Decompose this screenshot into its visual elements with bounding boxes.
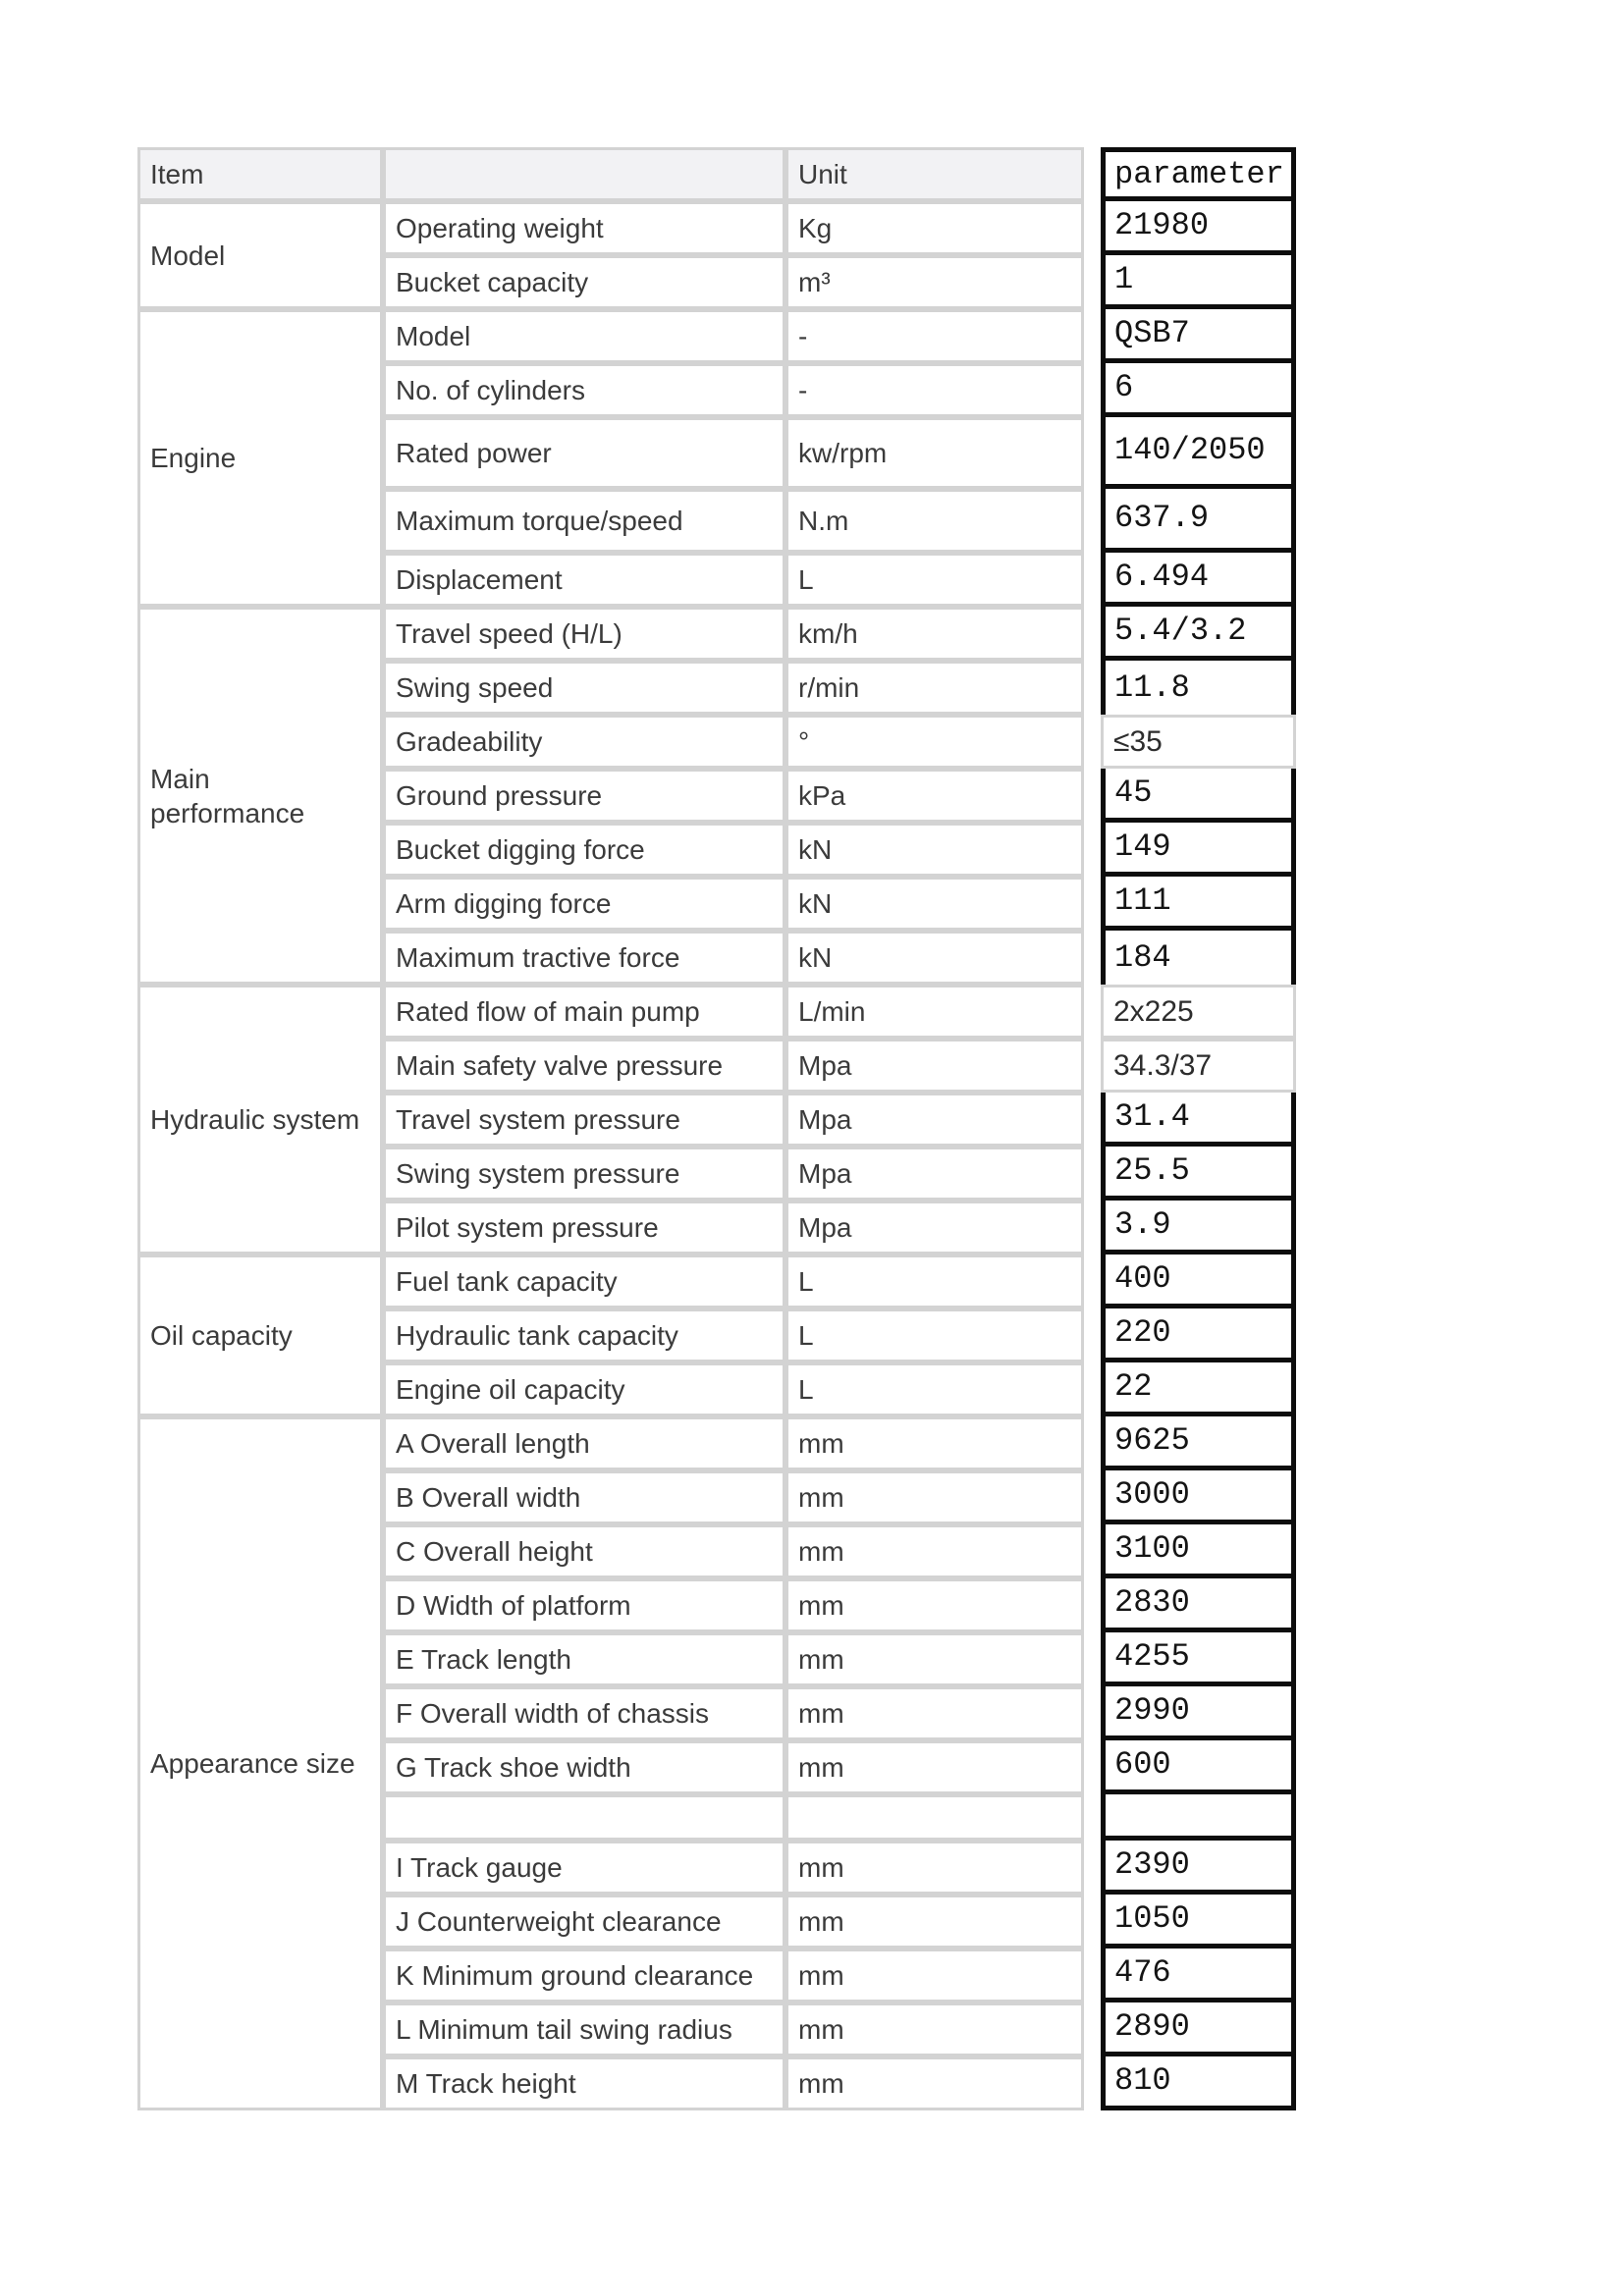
item-label-cell: Rated power — [383, 417, 785, 489]
column-gap — [1084, 715, 1101, 769]
table-row — [137, 607, 1296, 661]
column-gap — [1084, 769, 1101, 823]
unit-cell — [785, 1794, 1084, 1841]
column-gap — [1084, 553, 1101, 607]
column-gap — [1084, 1949, 1101, 2002]
param-value-cell — [1101, 1794, 1296, 1841]
column-gap — [1084, 1039, 1101, 1093]
item-label-cell — [383, 1794, 785, 1841]
column-gap — [1084, 1524, 1101, 1578]
param-value-cell: 2x225 — [1101, 985, 1296, 1039]
column-gap — [1084, 489, 1101, 553]
column-gap — [1084, 1201, 1101, 1255]
param-value-cell: 2890 — [1101, 2002, 1296, 2056]
unit-cell: Mpa — [785, 1039, 1084, 1093]
param-value-cell: 476 — [1101, 1949, 1296, 2002]
unit-cell: mm — [785, 1740, 1084, 1794]
param-value-cell: 31.4 — [1101, 1093, 1296, 1147]
param-value-cell: 5.4/3.2 — [1101, 607, 1296, 661]
unit-cell: mm — [785, 2056, 1084, 2110]
unit-cell: mm — [785, 1632, 1084, 1686]
unit-cell: Mpa — [785, 1093, 1084, 1147]
param-value-cell: 11.8 — [1101, 661, 1296, 715]
param-value-cell: 149 — [1101, 823, 1296, 877]
unit-cell: kN — [785, 823, 1084, 877]
unit-cell: L — [785, 1308, 1084, 1362]
item-label-cell: Swing system pressure — [383, 1147, 785, 1201]
param-value-cell: 2830 — [1101, 1578, 1296, 1632]
header-parameter: parameter — [1101, 147, 1296, 201]
unit-cell: mm — [785, 1470, 1084, 1524]
group-cell: Engine — [137, 309, 383, 607]
item-label-cell: Gradeability — [383, 715, 785, 769]
column-gap — [1084, 255, 1101, 309]
unit-cell: r/min — [785, 661, 1084, 715]
column-gap — [1084, 985, 1101, 1039]
param-value-cell: 184 — [1101, 931, 1296, 985]
column-gap — [1084, 823, 1101, 877]
group-cell: Hydraulic system — [137, 985, 383, 1255]
param-value-cell: 3000 — [1101, 1470, 1296, 1524]
item-label-cell: Main safety valve pressure — [383, 1039, 785, 1093]
unit-cell: mm — [785, 1524, 1084, 1578]
item-label-cell: Travel system pressure — [383, 1093, 785, 1147]
item-label-cell: B Overall width — [383, 1470, 785, 1524]
unit-cell: kN — [785, 931, 1084, 985]
item-label-cell: Bucket capacity — [383, 255, 785, 309]
unit-cell: kN — [785, 877, 1084, 931]
param-value-cell: 9625 — [1101, 1416, 1296, 1470]
unit-cell: mm — [785, 1949, 1084, 2002]
header-gap — [1084, 147, 1101, 201]
table-row — [137, 1416, 1296, 1470]
column-gap — [1084, 1416, 1101, 1470]
item-label-cell: Engine oil capacity — [383, 1362, 785, 1416]
param-value-cell: 2990 — [1101, 1686, 1296, 1740]
item-label-cell: Pilot system pressure — [383, 1201, 785, 1255]
unit-cell: mm — [785, 1686, 1084, 1740]
column-gap — [1084, 309, 1101, 363]
column-gap — [1084, 363, 1101, 417]
column-gap — [1084, 2056, 1101, 2110]
column-gap — [1084, 1841, 1101, 1895]
item-label-cell: A Overall length — [383, 1416, 785, 1470]
unit-cell: L — [785, 1255, 1084, 1308]
column-gap — [1084, 2002, 1101, 2056]
column-gap — [1084, 1362, 1101, 1416]
item-label-cell: J Counterweight clearance — [383, 1895, 785, 1949]
item-label-cell: Maximum tractive force — [383, 931, 785, 985]
param-value-cell: 1 — [1101, 255, 1296, 309]
group-cell: Oil capacity — [137, 1255, 383, 1416]
unit-cell: L/min — [785, 985, 1084, 1039]
param-value-cell: 220 — [1101, 1308, 1296, 1362]
column-gap — [1084, 417, 1101, 489]
param-value-cell: 3.9 — [1101, 1201, 1296, 1255]
table-row — [137, 201, 1296, 255]
param-value-cell: QSB7 — [1101, 309, 1296, 363]
unit-cell: mm — [785, 1841, 1084, 1895]
param-value-cell: 6 — [1101, 363, 1296, 417]
item-label-cell: Hydraulic tank capacity — [383, 1308, 785, 1362]
item-label-cell: Ground pressure — [383, 769, 785, 823]
unit-cell: L — [785, 1362, 1084, 1416]
param-value-cell: ≤35 — [1101, 715, 1296, 769]
column-gap — [1084, 1740, 1101, 1794]
param-value-cell: 600 — [1101, 1740, 1296, 1794]
header-item: Item — [137, 147, 383, 201]
unit-cell: Mpa — [785, 1147, 1084, 1201]
item-label-cell: Maximum torque/speed — [383, 489, 785, 553]
column-gap — [1084, 1093, 1101, 1147]
item-label-cell: F Overall width of chassis — [383, 1686, 785, 1740]
unit-cell: kPa — [785, 769, 1084, 823]
column-gap — [1084, 1470, 1101, 1524]
item-label-cell: Fuel tank capacity — [383, 1255, 785, 1308]
column-gap — [1084, 1686, 1101, 1740]
item-label-cell: I Track gauge — [383, 1841, 785, 1895]
item-label-cell: K Minimum ground clearance — [383, 1949, 785, 2002]
item-label-cell: Swing speed — [383, 661, 785, 715]
table-row — [137, 309, 1296, 363]
param-value-cell: 3100 — [1101, 1524, 1296, 1578]
column-gap — [1084, 1578, 1101, 1632]
item-label-cell: Bucket digging force — [383, 823, 785, 877]
unit-cell: N.m — [785, 489, 1084, 553]
param-value-cell: 1050 — [1101, 1895, 1296, 1949]
param-value-cell: 6.494 — [1101, 553, 1296, 607]
column-gap — [1084, 607, 1101, 661]
unit-cell: mm — [785, 1895, 1084, 1949]
unit-cell: mm — [785, 2002, 1084, 2056]
group-cell: Main performance — [137, 607, 383, 985]
column-gap — [1084, 1255, 1101, 1308]
param-value-cell: 4255 — [1101, 1632, 1296, 1686]
item-label-cell: C Overall height — [383, 1524, 785, 1578]
group-cell: Model — [137, 201, 383, 309]
param-value-cell: 400 — [1101, 1255, 1296, 1308]
unit-cell: Kg — [785, 201, 1084, 255]
item-label-cell: Arm digging force — [383, 877, 785, 931]
item-label-cell: Displacement — [383, 553, 785, 607]
param-value-cell: 34.3/37 — [1101, 1039, 1296, 1093]
column-gap — [1084, 931, 1101, 985]
column-gap — [1084, 1632, 1101, 1686]
param-value-cell: 810 — [1101, 2056, 1296, 2110]
column-gap — [1084, 1895, 1101, 1949]
unit-cell: ° — [785, 715, 1084, 769]
table-row — [137, 985, 1296, 1039]
param-value-cell: 140/2050 — [1101, 417, 1296, 489]
unit-cell: km/h — [785, 607, 1084, 661]
unit-cell: Mpa — [785, 1201, 1084, 1255]
param-value-cell: 637.9 — [1101, 489, 1296, 553]
unit-cell: - — [785, 309, 1084, 363]
unit-cell: mm — [785, 1416, 1084, 1470]
column-gap — [1084, 1308, 1101, 1362]
header-sub — [383, 147, 785, 201]
item-label-cell: L Minimum tail swing radius — [383, 2002, 785, 2056]
item-label-cell: E Track length — [383, 1632, 785, 1686]
spec-table — [137, 147, 1296, 2110]
param-value-cell: 111 — [1101, 877, 1296, 931]
unit-cell: m³ — [785, 255, 1084, 309]
column-gap — [1084, 1794, 1101, 1841]
unit-cell: - — [785, 363, 1084, 417]
item-label-cell: Travel speed (H/L) — [383, 607, 785, 661]
item-label-cell: No. of cylinders — [383, 363, 785, 417]
param-value-cell: 2390 — [1101, 1841, 1296, 1895]
item-label-cell: M Track height — [383, 2056, 785, 2110]
column-gap — [1084, 877, 1101, 931]
param-value-cell: 25.5 — [1101, 1147, 1296, 1201]
group-cell: Appearance size — [137, 1416, 383, 2110]
param-value-cell: 21980 — [1101, 201, 1296, 255]
unit-cell: L — [785, 553, 1084, 607]
unit-cell: kw/rpm — [785, 417, 1084, 489]
unit-cell: mm — [785, 1578, 1084, 1632]
column-gap — [1084, 1147, 1101, 1201]
header-row — [137, 147, 1296, 201]
column-gap — [1084, 201, 1101, 255]
header-unit: Unit — [785, 147, 1084, 201]
param-value-cell: 45 — [1101, 769, 1296, 823]
table-row — [137, 1255, 1296, 1308]
item-label-cell: Model — [383, 309, 785, 363]
item-label-cell: Operating weight — [383, 201, 785, 255]
item-label-cell: Rated flow of main pump — [383, 985, 785, 1039]
column-gap — [1084, 661, 1101, 715]
item-label-cell: G Track shoe width — [383, 1740, 785, 1794]
item-label-cell: D Width of platform — [383, 1578, 785, 1632]
param-value-cell: 22 — [1101, 1362, 1296, 1416]
